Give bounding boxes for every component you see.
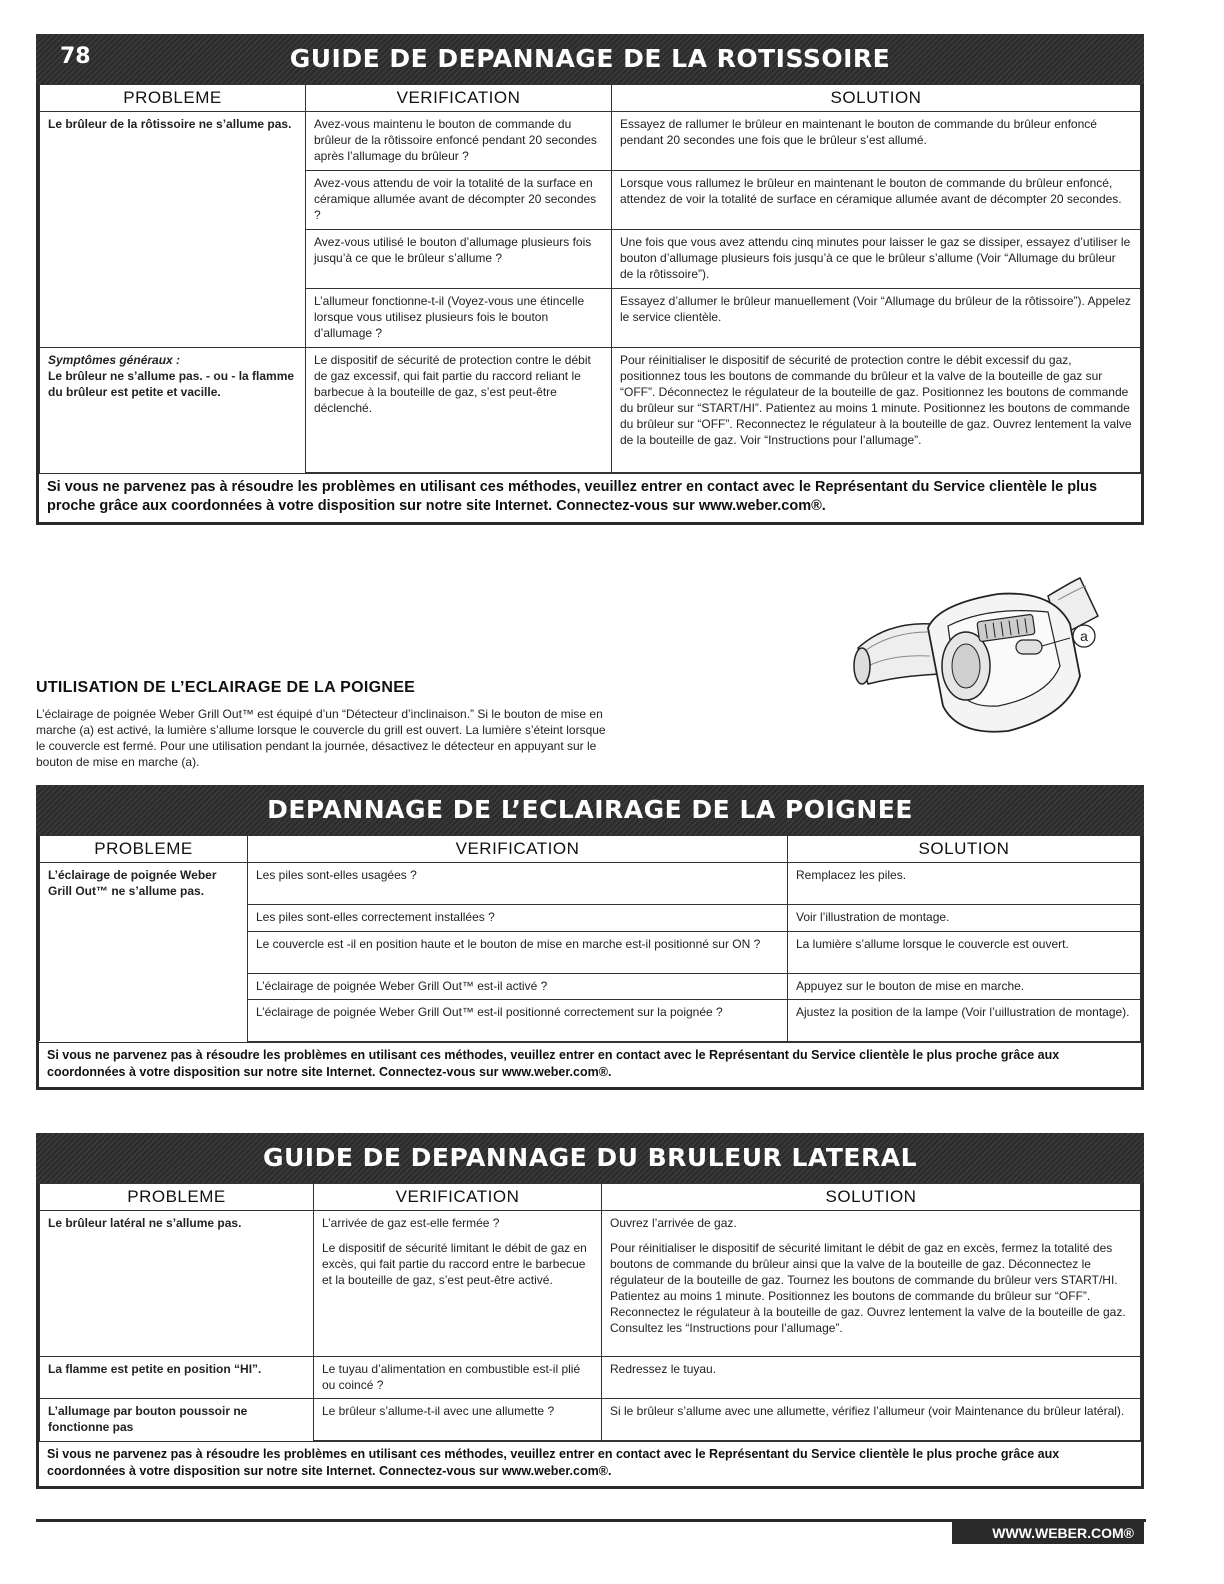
problem-cell: L’éclairage de poignée Weber Grill Out™ ne s’allume pas. <box>40 863 248 905</box>
table-row <box>40 904 1141 931</box>
table-row <box>40 230 1141 289</box>
solution-cell: Pour réinitialiser le dispositif de sécurité de protection contre le débit excessif du gaz, positionnez tous les boutons de commande du brûleur et la valve de la bouteille de gaz sur “OFF”. Déconnectez le régulateur de la bouteille de gaz. Positionnez les boutons de commande du brûleur sur “START/HI”. Patientez au moins 1 minute. Positionnez les boutons de commande du brûleur sur “OFF”. Reconnectez le régulateur à la bouteille de gaz. Ouvrez lentement la valve de la bouteille de gaz. Voir “Instructions pour l’allumage”. <box>612 348 1141 473</box>
verification-text: L’arrivée de gaz est-elle fermée ? <box>322 1216 500 1230</box>
handle-light-heading: UTILISATION DE L’ECLAIRAGE DE LA POIGNEE <box>36 679 416 696</box>
table-row <box>40 973 1141 999</box>
problem-cell: L’allumage par bouton poussoir ne fonctionne pas <box>40 1399 314 1441</box>
col-header-probleme: PROBLEME <box>40 836 248 863</box>
solution-cell: Remplacez les piles. <box>788 863 1141 905</box>
problem-cell: Le brûleur de la rôtissoire ne s’allume pas. <box>40 112 306 171</box>
problem-italic-label: Symptômes généraux : <box>48 353 181 367</box>
table-row <box>40 112 1141 171</box>
solution-cell: Si le brûleur s’allume avec une allumette, vérifiez l’allumeur (voir Maintenance du brûleur latéral). <box>602 1399 1141 1441</box>
rotisserie-footer-note: Si vous ne parvenez pas à résoudre les problèmes en utilisant ces méthodes, veuillez entrer en contact avec le Représentant du Service clientèle le plus proche grâce aux coordonnées à votre disposition sur notre site Internet. Connectez-vous sur www.weber.com®. <box>39 473 1141 522</box>
col-header-verification: VERIFICATION <box>314 1184 602 1211</box>
table-row <box>40 1211 1141 1357</box>
handle-light-header-bar <box>36 785 1144 835</box>
handle-light-table <box>39 835 1141 1042</box>
rotisserie-section <box>36 34 1144 525</box>
problem-cell: Le brûleur latéral ne s’allume pas. <box>40 1211 314 1357</box>
verification-cell: Les piles sont-elles correctement installées ? <box>248 904 788 931</box>
solution-cell: Une fois que vous avez attendu cinq minutes pour laisser le gaz se dissiper, essayez d’utiliser le bouton d’allumage plusieurs fois jusqu’à ce que le brûleur s’allume (Voir “Allumage du brûleur de la rôtissoire”). <box>612 230 1141 289</box>
verification-text: Le dispositif de sécurité limitant le débit de gaz en excès, qui fait partie du raccord entre le barbecue et la bouteille de gaz, s’est peut-être activé. <box>322 1241 587 1287</box>
verification-cell: Le dispositif de sécurité de protection contre le débit de gaz excessif, qui fait partie du raccord reliant le barbecue à la bouteille de gaz, s’est peut-être déclenché. <box>306 348 612 473</box>
side-burner-section <box>36 1133 1144 1489</box>
rotisserie-header-bar <box>36 34 1144 84</box>
col-header-solution: SOLUTION <box>788 836 1141 863</box>
problem-cell-continued <box>40 230 306 289</box>
table-row <box>40 348 1141 473</box>
col-header-solution: SOLUTION <box>602 1184 1141 1211</box>
rotisserie-table <box>39 84 1141 473</box>
solution-cell: Voir l’illustration de montage. <box>788 904 1141 931</box>
handle-light-footer-note: Si vous ne parvenez pas à résoudre les problèmes en utilisant ces méthodes, veuillez entrer en contact avec le Représentant du Service clientèle le plus proche grâce aux coordonnées à votre disposition sur notre site Internet. Connectez-vous sur www.weber.com®. <box>39 1042 1141 1087</box>
solution-cell: Appuyez sur le bouton de mise en marche. <box>788 973 1141 999</box>
table-header-row <box>40 85 1141 112</box>
solution-text: Ouvrez l’arrivée de gaz. <box>610 1216 737 1230</box>
table-row <box>40 999 1141 1041</box>
verification-cell: L’allumeur fonctionne-t-il (Voyez-vous une étincelle lorsque vous utilisez plusieurs fois le bouton d’allumage ? <box>306 289 612 348</box>
problem-cell-continued <box>40 171 306 230</box>
table-row <box>40 289 1141 348</box>
rotisserie-table-frame <box>36 84 1144 525</box>
col-header-solution: SOLUTION <box>612 85 1141 112</box>
solution-cell: Essayez d’allumer le brûleur manuellement (Voir “Allumage du brûleur de la rôtissoire”). Appelez le service clientèle. <box>612 289 1141 348</box>
problem-cell: La flamme est petite en position “HI”. <box>40 1357 314 1399</box>
verification-cell: Le tuyau d’alimentation en combustible est-il plié ou coincé ? <box>314 1357 602 1399</box>
solution-cell: Essayez de rallumer le brûleur en maintenant le bouton de commande du brûleur enfoncé pendant 20 secondes une fois que le brûleur s’est allumé. <box>612 112 1141 171</box>
problem-text: Le brûleur ne s’allume pas. - ou - la flamme du brûleur est petite et vacille. <box>48 369 295 399</box>
problem-cell <box>40 348 306 473</box>
col-header-verification: VERIFICATION <box>248 836 788 863</box>
verification-cell <box>314 1211 602 1357</box>
side-burner-title: GUIDE DE DEPANNAGE DU BRULEUR LATERAL <box>262 1143 917 1172</box>
solution-cell: Redressez le tuyau. <box>602 1357 1141 1399</box>
table-row <box>40 863 1141 905</box>
handle-light-table-frame <box>36 835 1144 1090</box>
table-row <box>40 1357 1141 1399</box>
col-header-probleme: PROBLEME <box>40 85 306 112</box>
problem-cell-continued <box>40 904 248 931</box>
verification-cell: Le couvercle est -il en position haute et le bouton de mise en marche est-il positionné sur ON ? <box>248 931 788 973</box>
problem-cell-continued <box>40 289 306 348</box>
rotisserie-title: GUIDE DE DEPANNAGE DE LA ROTISSOIRE <box>289 44 891 73</box>
col-header-probleme: PROBLEME <box>40 1184 314 1211</box>
handle-light-illustration <box>848 566 1118 746</box>
solution-text: Pour réinitialiser le dispositif de sécurité limitant le débit de gaz en excès, fermez la totalité des boutons de commande du brûleur ainsi que la valve de la bouteille de gaz. Déconnectez le régulateur de la bouteille de gaz. Tournez les boutons de commande du brûleur vers START/HI. Patientez au moins 1 minute. Positionnez les boutons de commande du brûleur sur “OFF”. Reconnectez le régulateur à la bouteille de gaz. Ouvrez lentement la valve de la bouteille de gaz. Consultez les “Instructions pour l’allumage”. <box>610 1241 1126 1335</box>
table-row <box>40 1399 1141 1441</box>
side-burner-footer-note: Si vous ne parvenez pas à résoudre les problèmes en utilisant ces méthodes, veuillez entrer en contact avec le Représentant du Service clientèle le plus proche grâce aux coordonnées à votre disposition sur notre site Internet. Connectez-vous sur www.weber.com®. <box>39 1441 1141 1486</box>
verification-cell: L’éclairage de poignée Weber Grill Out™ est-il positionné correctement sur la poignée ? <box>248 999 788 1041</box>
handle-light-description: L’éclairage de poignée Weber Grill Out™ est équipé d’un “Détecteur d’inclinaison.” Si le bouton de mise en marche (a) est activé, la lumière s’allume lorsque le couvercle du grill est ouvert. La lumière s’éteint lorsque le couvercle est fermé. Pour une utilisation pendant la journée, désactivez le détecteur en appuyant sur le bouton de mise en marche (a). <box>36 707 606 769</box>
page-number: 78 <box>60 44 91 69</box>
website-tab: WWW.WEBER.COM® <box>952 1522 1144 1544</box>
solution-cell: Lorsque vous rallumez le brûleur en maintenant le bouton de commande du brûleur enfoncé, attendez de voir la totalité de surface en céramique allumée avant de décompter 20 secondes. <box>612 171 1141 230</box>
table-header-row <box>40 1184 1141 1211</box>
solution-cell: Ajustez la position de la lampe (Voir l’uillustration de montage). <box>788 999 1141 1041</box>
side-burner-table-frame <box>36 1183 1144 1489</box>
problem-cell-continued <box>40 973 248 999</box>
col-header-verification: VERIFICATION <box>306 85 612 112</box>
side-burner-table <box>39 1183 1141 1441</box>
solution-cell: La lumière s’allume lorsque le couvercle est ouvert. <box>788 931 1141 973</box>
solution-cell <box>602 1211 1141 1357</box>
verification-cell: Avez-vous attendu de voir la totalité de la surface en céramique allumée avant de décompter 20 secondes ? <box>306 171 612 230</box>
handle-light-title: DEPANNAGE DE L’ECLAIRAGE DE LA POIGNEE <box>267 795 913 824</box>
table-row <box>40 171 1141 230</box>
problem-cell-continued <box>40 999 248 1041</box>
table-header-row <box>40 836 1141 863</box>
verification-cell: Le brûleur s’allume-t-il avec une allumette ? <box>314 1399 602 1441</box>
verification-cell: Les piles sont-elles usagées ? <box>248 863 788 905</box>
verification-cell: L’éclairage de poignée Weber Grill Out™ est-il activé ? <box>248 973 788 999</box>
side-burner-header-bar <box>36 1133 1144 1183</box>
callout-label-a: a <box>1080 628 1088 644</box>
handle-light-section <box>36 785 1144 1090</box>
problem-cell-continued <box>40 931 248 973</box>
verification-cell: Avez-vous maintenu le bouton de commande du brûleur de la rôtissoire enfoncé pendant 20 secondes après l’allumage du brûleur ? <box>306 112 612 171</box>
table-row <box>40 931 1141 973</box>
verification-cell: Avez-vous utilisé le bouton d’allumage plusieurs fois jusqu’à ce que le brûleur s’allume ? <box>306 230 612 289</box>
